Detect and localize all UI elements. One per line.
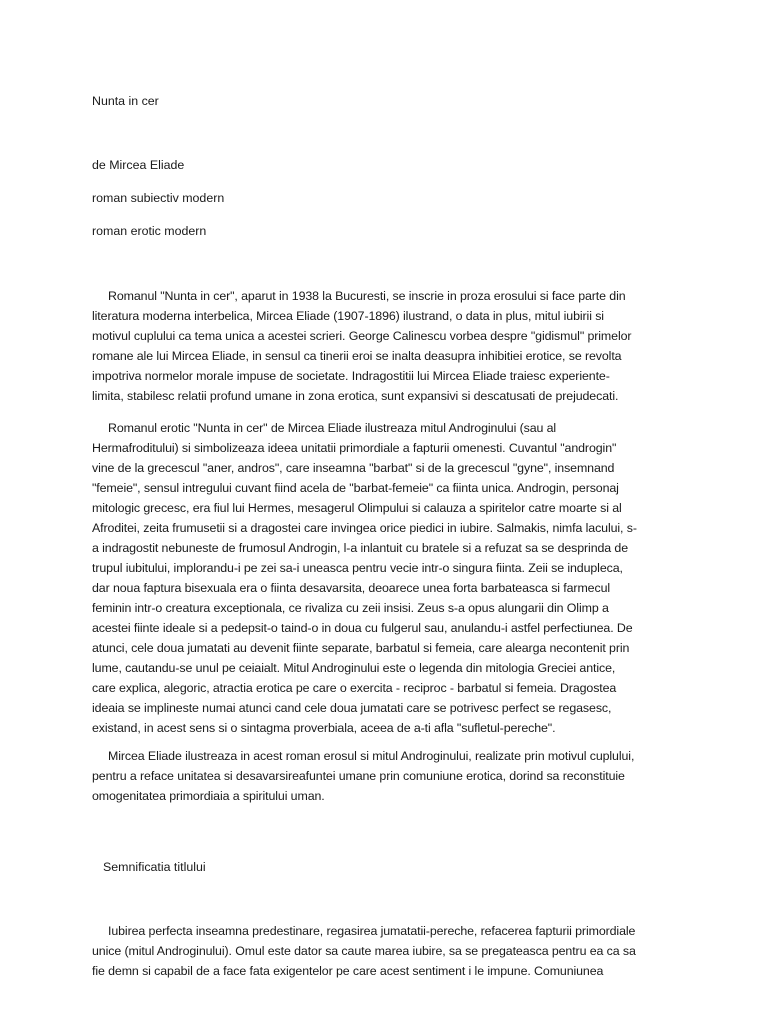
document-genre-1: roman subiectiv modern bbox=[92, 191, 225, 205]
paragraph-line: fie demn si capabil de a face fata exigentelor pe care acest sentiment i le impune. Comuniunea bbox=[92, 964, 604, 978]
paragraph-2 bbox=[92, 418, 690, 738]
paragraph-line: Mircea Eliade ilustreaza in acest roman erosul si mitul Androginului, realizate prin motivul cuplului, bbox=[108, 749, 635, 763]
paragraph-line: vine de la grecescul "aner, andros", care inseamna "barbat" si de la grecescul "gyne", insemnand bbox=[92, 461, 615, 475]
paragraph-line: a indragostit nebuneste de frumosul Androgin, l-a inlantuit cu bratele si a refuzat sa se desprinda de bbox=[92, 541, 629, 555]
paragraph-line: dar noua faptura bisexuala era o fiinta desavarsita, deoarece unea forta barbateasca si farmecul bbox=[92, 581, 611, 595]
paragraph-line: pentru a reface unitatea si desavarsireafuntei umane prin comuniune erotica, dorind sa reconstituie bbox=[92, 769, 625, 783]
paragraph-line: Afroditei, zeita frumusetii si a dragostei care invingea orice piedici in iubire. Salmakis, nimfa lacului, s- bbox=[92, 521, 637, 535]
paragraph-line: Iubirea perfecta inseamna predestinare, regasirea jumatatii-pereche, refacerea fapturii primordiale bbox=[108, 924, 636, 938]
paragraph-line: acestei fiinte ideale si a pedepsit-o taind-o in doua cu fulgerul sau, anulandu-i astfel perfectiunea. De bbox=[92, 621, 633, 635]
paragraph-line: Hermafroditului) si simbolizeaza ideea unitatii primordiale a fapturii omenesti. Cuvantul "androgin" bbox=[92, 441, 617, 455]
paragraph-line: "femeie", sensul intregului cuvant fiind acela de "barbat-femeie" ca fiinta unica. Androgin, personaj bbox=[92, 481, 619, 495]
paragraph-line: unice (mitul Androginului). Omul este dator sa caute marea iubire, sa se pregateasca pentru ea ca sa bbox=[92, 944, 636, 958]
paragraph-line: literatura moderna interbelica, Mircea Eliade (1907-1896) ilustrand, o data in plus, mitul iubirii si bbox=[92, 309, 604, 323]
paragraph-line: mitologic grecesc, era fiul lui Hermes, mesagerul Olimpului si calauza a spiritelor catre moarte si al bbox=[92, 501, 622, 515]
section-heading: Semnificatia titlului bbox=[103, 860, 206, 874]
document-author: de Mircea Eliade bbox=[92, 158, 185, 172]
paragraph-line: ideaia se implineste numai atunci cand cele doua jumatati care se potrivesc perfect se regasesc, bbox=[92, 701, 612, 715]
paragraph-1 bbox=[92, 286, 690, 406]
document-genre-2: roman erotic modern bbox=[92, 224, 207, 238]
paragraph-line: impotriva normelor morale impuse de societate. Indragostitii lui Mircea Eliade traiesc experiente- bbox=[92, 369, 610, 383]
document-title: Nunta in cer bbox=[92, 94, 159, 108]
paragraph-line: romane ale lui Mircea Eliade, in sensul ca tinerii eroi se inalta deasupra inhibitiei erotice, se revolta bbox=[92, 349, 622, 363]
paragraph-3 bbox=[92, 746, 690, 806]
paragraph-line: existand, in acest sens si o sintagma proverbiala, aceea de a-ti afla "sufletul-pereche". bbox=[92, 721, 556, 735]
paragraph-4 bbox=[92, 921, 690, 981]
paragraph-line: feminin intr-o creatura exceptionala, ce rivaliza cu zeii insisi. Zeus s-a opus alungarii din Olimp a bbox=[92, 601, 609, 615]
paragraph-line: trupul iubitului, implorandu-i pe zei sa-i uneasca pentru vecie intr-o singura fiinta. Zeii se induplecа, bbox=[92, 561, 623, 575]
paragraph-line: lume, cautandu-se unul pe ceiaialt. Mitul Androginului este o legenda din mitologia Greciei antice, bbox=[92, 661, 616, 675]
paragraph-line: motivul cuplului ca tema unica a acestei scrieri. George Calinescu vorbea despre "gidismul" primelor bbox=[92, 329, 632, 343]
paragraph-line: Romanul erotic "Nunta in cer" de Mircea Eliade ilustreaza mitul Androginului (sau al bbox=[108, 421, 557, 435]
paragraph-line: omogenitatea primordiaia a spiritului uman. bbox=[92, 789, 325, 803]
paragraph-line: limita, stabilesc relatii profund umane in zona erotica, sunt expansivi si descatusati de prejudecati. bbox=[92, 389, 619, 403]
paragraph-line: care explica, alegoric, atractia erotica pe care o exercita - reciproc - barbatul si femeia. Dragostea bbox=[92, 681, 617, 695]
paragraph-line: atunci, cele doua jumatati au devenit fiinte separate, barbatul si femeia, care alearga necontenit prin bbox=[92, 641, 630, 655]
paragraph-line: Romanul "Nunta in cer", aparut in 1938 la Bucuresti, se inscrie in proza erosului si face parte din bbox=[108, 289, 626, 303]
